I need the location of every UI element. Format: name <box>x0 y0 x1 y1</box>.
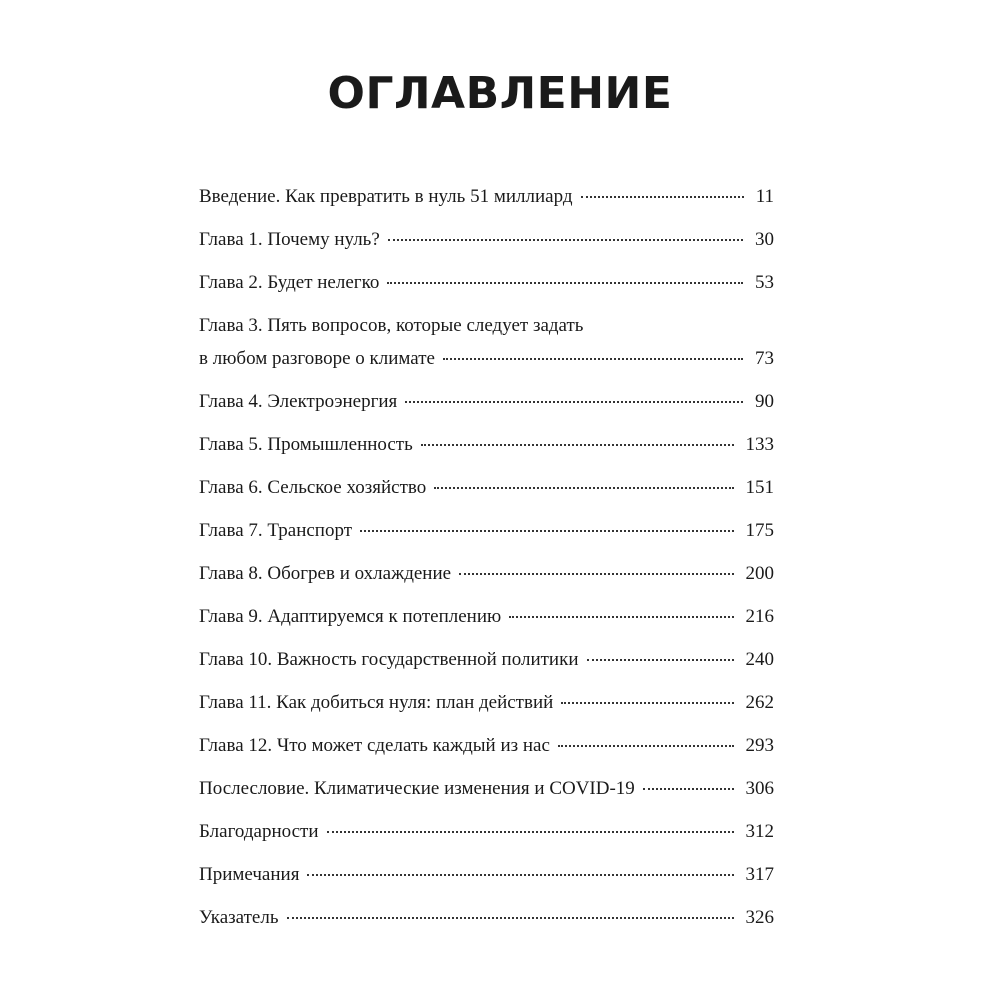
toc-entry-label-line1: Глава 3. Пять вопросов, которые следует задать <box>199 315 584 336</box>
toc-entry-page-number: 216 <box>745 606 774 627</box>
toc-entry-page-number: 11 <box>755 186 774 207</box>
dot-leader <box>421 444 734 446</box>
dot-leader <box>581 196 744 198</box>
toc-entry-label: Введение. Как превратить в нуль 51 миллиард <box>199 186 573 207</box>
dot-leader <box>434 487 733 489</box>
dot-leader <box>561 702 733 704</box>
toc-entry[interactable] <box>199 272 774 302</box>
toc-entry[interactable] <box>199 606 774 636</box>
toc-entry-label: Глава 6. Сельское хозяйство <box>199 477 427 498</box>
toc-entry-page-number: 90 <box>755 391 774 412</box>
dot-leader <box>443 358 743 360</box>
toc-entry[interactable] <box>199 649 774 679</box>
toc-entry-page-number: 133 <box>745 434 774 455</box>
toc-entry-label: Глава 5. Промышленность <box>199 434 413 455</box>
dot-leader <box>459 573 733 575</box>
toc-entry[interactable] <box>199 520 774 550</box>
toc-entry[interactable] <box>199 229 774 259</box>
toc-entry[interactable] <box>199 563 774 593</box>
toc-entry-page-number: 317 <box>745 864 774 885</box>
toc-entry-label: в любом разговоре о климате <box>199 348 435 369</box>
toc-entry-page-number: 312 <box>745 821 774 842</box>
toc-entry-page-number: 151 <box>745 477 774 498</box>
toc-entry-label: Глава 4. Электроэнергия <box>199 391 398 412</box>
toc-entry[interactable] <box>199 434 774 464</box>
dot-leader <box>558 745 734 747</box>
dot-leader <box>587 659 734 661</box>
toc-entry[interactable] <box>199 821 774 851</box>
toc-entry-page-number: 175 <box>745 520 774 541</box>
toc-entry-label: Глава 1. Почему нуль? <box>199 229 380 250</box>
toc-entry-label: Благодарности <box>199 821 319 842</box>
toc-entry-page-number: 306 <box>745 778 774 799</box>
toc-entry-label: Глава 10. Важность государственной политики <box>199 649 579 670</box>
toc-entry[interactable] <box>199 907 774 937</box>
toc-entry-page-number: 326 <box>745 907 774 928</box>
toc-entry-label: Глава 9. Адаптируемся к потеплению <box>199 606 502 627</box>
toc-entry[interactable] <box>199 186 774 216</box>
toc-entry-page-number: 262 <box>745 692 774 713</box>
table-of-contents <box>199 186 774 950</box>
dot-leader <box>388 239 743 241</box>
toc-entry-page-number: 200 <box>745 563 774 584</box>
toc-entry-label: Примечания <box>199 864 300 885</box>
toc-entry-label: Глава 8. Обогрев и охлаждение <box>199 563 452 584</box>
toc-entry[interactable] <box>199 735 774 765</box>
toc-entry-page-number: 30 <box>755 229 774 250</box>
toc-entry-page-number: 240 <box>745 649 774 670</box>
toc-entry-page-number: 73 <box>755 348 774 369</box>
dot-leader <box>360 530 733 532</box>
dot-leader <box>405 401 743 403</box>
dot-leader <box>387 282 743 284</box>
toc-entry-label: Глава 12. Что может сделать каждый из нас <box>199 735 550 756</box>
toc-entry[interactable] <box>199 391 774 421</box>
dot-leader <box>643 788 734 790</box>
toc-entry-label: Послесловие. Климатические изменения и COVID-19 <box>199 778 635 799</box>
dot-leader <box>509 616 733 618</box>
toc-entry[interactable] <box>199 477 774 507</box>
toc-entry-label: Указатель <box>199 907 279 928</box>
toc-entry[interactable] <box>199 692 774 722</box>
toc-entry-label: Глава 7. Транспорт <box>199 520 353 541</box>
toc-entry-page-number: 293 <box>745 735 774 756</box>
toc-entry-label: Глава 11. Как добиться нуля: план действий <box>199 692 554 713</box>
dot-leader <box>327 831 734 833</box>
toc-entry-label: Глава 2. Будет нелегко <box>199 272 380 293</box>
toc-entry[interactable] <box>199 315 774 378</box>
dot-leader <box>287 917 734 919</box>
toc-entry[interactable] <box>199 864 774 894</box>
page-title: ОГЛАВЛЕНИЕ <box>327 68 673 119</box>
toc-entry-page-number: 53 <box>755 272 774 293</box>
toc-entry[interactable] <box>199 778 774 808</box>
dot-leader <box>307 874 733 876</box>
